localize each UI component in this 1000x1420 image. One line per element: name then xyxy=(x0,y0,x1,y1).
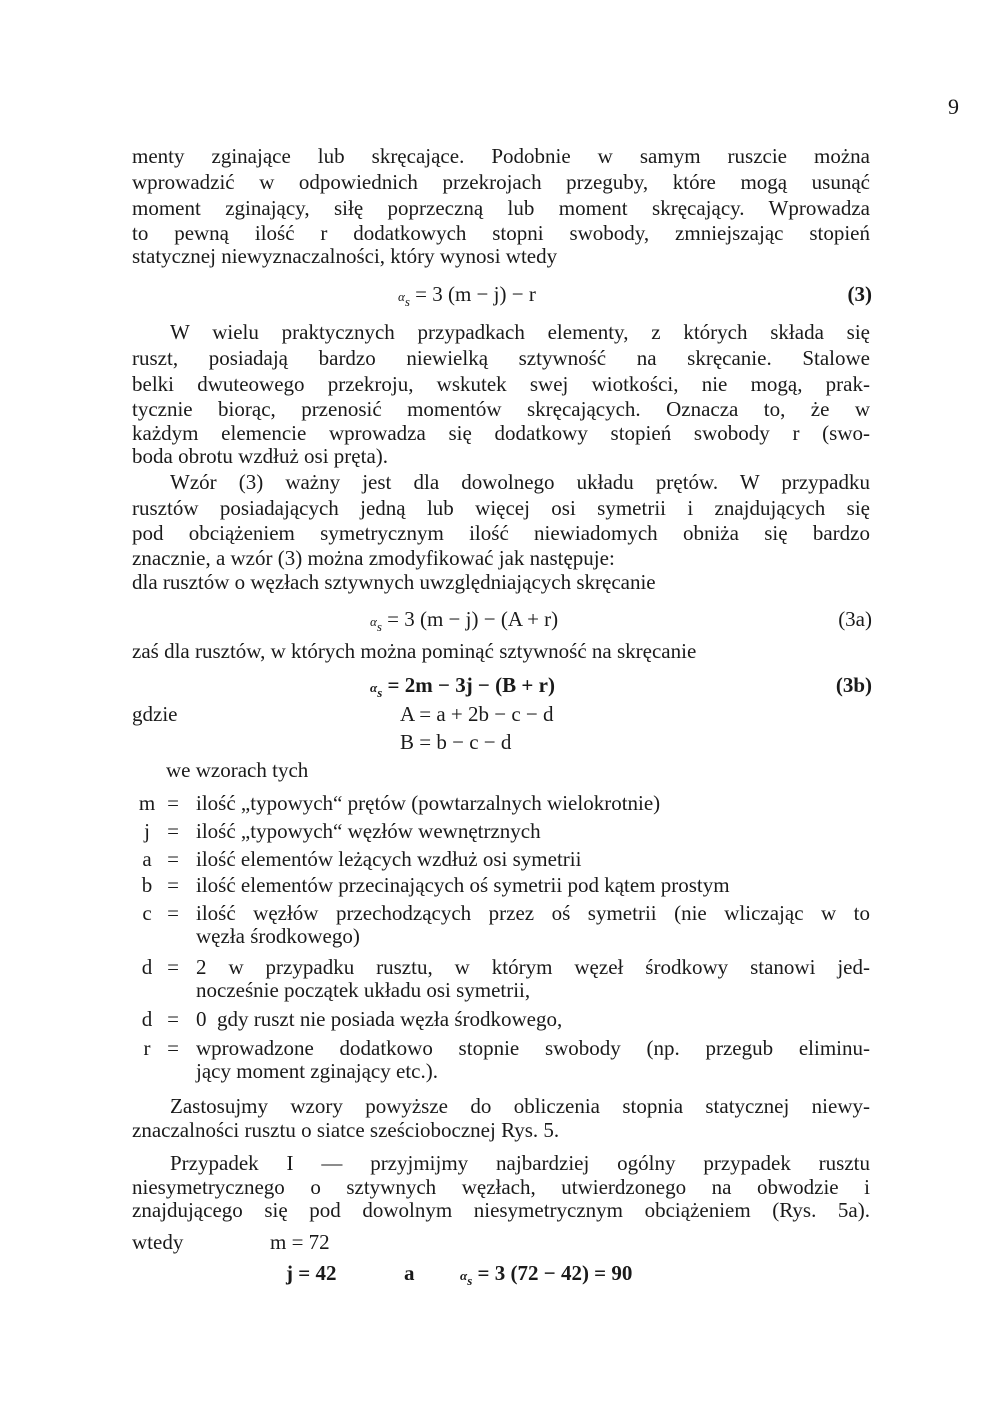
m-value: m = 72 xyxy=(270,1230,330,1254)
paragraph-line: statycznej niewyznaczalności, który wynosi wtedy xyxy=(132,244,558,268)
in-formulas-label: we wzorach tych xyxy=(166,758,309,782)
paragraph-line: Wzór (3) ważny jest dla dowolnego układu prętów. W przypadku xyxy=(170,470,870,494)
j-value: j = 42 xyxy=(286,1261,337,1285)
paragraph-line: W wielu praktycznych przypadkach elementy, z których składa się xyxy=(170,320,870,344)
equation-number: (3a) xyxy=(838,607,872,631)
paragraph-line: dla rusztów o węzłach sztywnych uwzględniających skręcanie xyxy=(132,570,656,594)
paragraph-line: każdym elemencie wprowadza się dodatkowy stopień swobody r (swo- xyxy=(132,421,870,445)
equation-3b: $\alpha_s = 2m - 3j - (B + r)$ xyxy=(370,673,555,701)
equation-3a: $\alpha_s = 3$ (m − j) − (A + r) xyxy=(370,607,559,635)
then-label: wtedy xyxy=(132,1230,184,1254)
where-label: gdzie xyxy=(132,702,178,726)
definition-A: A = a + 2b − c − d xyxy=(400,702,554,726)
equation-number: (3b) xyxy=(835,673,872,697)
paragraph-line: wprowadzić w odpowiednich przekrojach przeguby, które mogą usunąć xyxy=(132,170,870,194)
paragraph-line: znajdującego się pod dowolnym niesymetrycznym obciążeniem (Rys. 5a). xyxy=(132,1198,870,1222)
paragraph-line: to pewną ilość r dodatkowych stopni swobody, zmniejszając stopień xyxy=(132,221,870,245)
equation-number: (3) xyxy=(847,282,872,306)
paragraph-line: Przypadek I — przyjmijmy najbardziej ogólny przypadek rusztu xyxy=(170,1151,870,1175)
paragraph-line: znacznie, a wzór (3) można zmodyfikować jak następuje: xyxy=(132,546,615,570)
paragraph-line: Zastosujmy wzory powyższe do obliczenia stopnia statycznej niewy- xyxy=(170,1094,870,1118)
paragraph-line: znaczalności rusztu o siatce sześciobocznej Rys. 5. xyxy=(132,1118,560,1142)
paragraph-line: boda obrotu wzdłuż osi pręta). xyxy=(132,444,389,468)
paragraph-line: tycznie biorąc, przenosić momentów skręcających. Oznacza to, że w xyxy=(132,397,870,421)
paragraph-line: moment zginający, siłę poprzeczną lub moment skręcający. Wprowadza xyxy=(132,196,870,220)
paragraph-line: menty zginające lub skręcające. Podobnie w samym ruszcie można xyxy=(132,144,870,168)
paragraph-line: ruszt, posiadają bardzo niewielką sztywność na skręcanie. Stalowe xyxy=(132,346,870,370)
and-label: a xyxy=(404,1261,415,1285)
page-number: 9 xyxy=(948,94,959,119)
paragraph-line: pod obciążeniem symetrycznym ilość niewiadomych obniża się bardzo xyxy=(132,521,870,545)
paragraph-line: rusztów posiadających jedną lub więcej osi symetrii i znajdujących się xyxy=(132,496,870,520)
definition-B: B = b − c − d xyxy=(400,730,512,754)
paragraph-line: zaś dla rusztów, w których można pominąć sztywność na skręcanie xyxy=(132,639,697,663)
paragraph-line: niesymetrycznego o sztywnych węzłach, utwierdzonego na obwodzie i xyxy=(132,1175,870,1199)
paragraph-line: belki dwuteowego przekroju, wskutek swej wiotkości, nie mogą, prak- xyxy=(132,372,870,396)
equation-3: $\alpha_s = 3$ (m − j) − r xyxy=(398,282,536,310)
result-equation: $\alpha_s = 3$ (72 − 42) = 90 xyxy=(460,1261,633,1289)
